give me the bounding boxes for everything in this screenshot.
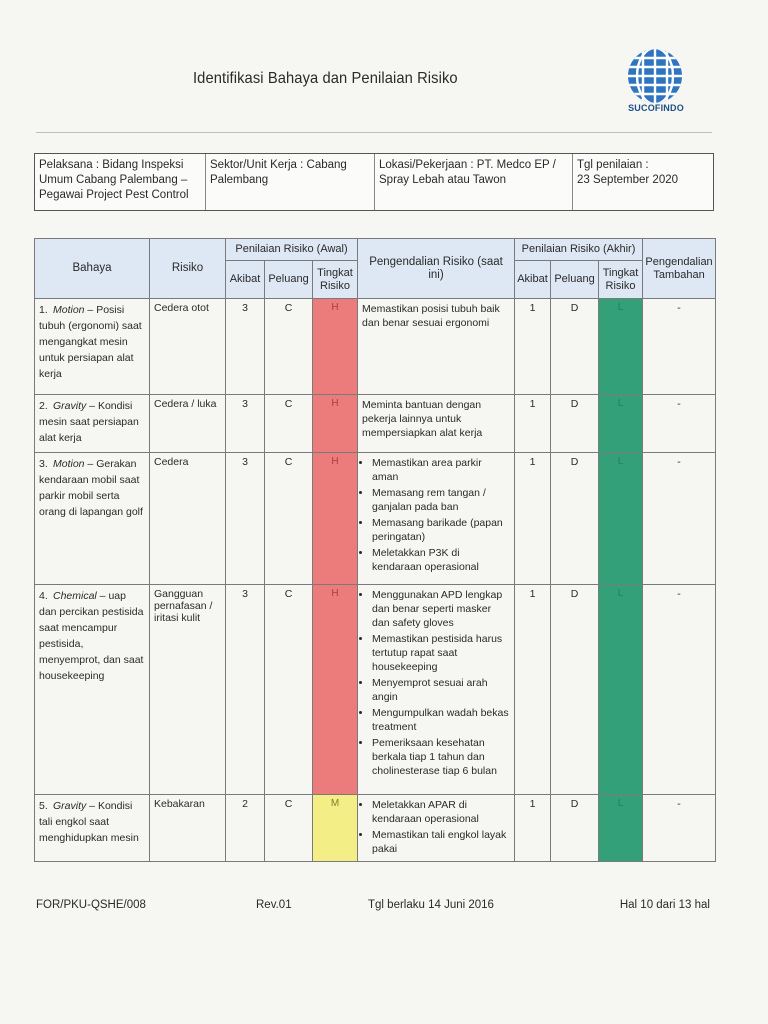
- peluang-cell: C: [265, 453, 313, 585]
- table-row: [35, 395, 716, 453]
- tingkat-risiko-cell: H: [313, 453, 358, 585]
- control-text: Meminta bantuan dengan pekerja lainnya untuk mempersiapkan alat kerja: [362, 399, 483, 439]
- control-list: [362, 798, 510, 856]
- info-box: [34, 153, 714, 211]
- list-item: • Memasang rem tangan / ganjalan pada ban: [372, 486, 510, 514]
- peluang-akhir-cell: D: [551, 453, 599, 585]
- hazard-description: – Kondisi tali engkol saat menghidupkan mesin: [39, 800, 139, 844]
- hazard-cell: [35, 585, 150, 795]
- hazard-type: Motion: [53, 304, 85, 316]
- control-cell: [358, 585, 515, 795]
- hazard-type: Motion: [53, 458, 85, 470]
- risk-table-body: [35, 299, 716, 862]
- hazard-type: Gravity: [53, 400, 87, 412]
- control-cell: [358, 395, 515, 453]
- row-number: 2.: [39, 400, 48, 412]
- header-peluang-akhir: Peluang: [551, 261, 599, 299]
- header-akibat-akhir: Akibat: [515, 261, 551, 299]
- footer-revision: Rev.01: [256, 899, 292, 911]
- header-akibat: Akibat: [226, 261, 265, 299]
- header-pengendalian-tambahan: Pengendalian Tambahan: [643, 239, 716, 299]
- row-number: 3.: [39, 458, 48, 470]
- tingkat-risiko-cell: H: [313, 585, 358, 795]
- hazard-type: Gravity: [53, 800, 87, 812]
- tgl-penilaian-field: [573, 154, 713, 210]
- tingkat-risiko-cell: H: [313, 395, 358, 453]
- hazard-cell: [35, 795, 150, 862]
- hazard-description: – uap dan percikan pestisida saat mencampur pestisida, menyemprot, dan saat housekeeping: [39, 590, 144, 682]
- list-item: • Memasang barikade (papan peringatan): [372, 516, 510, 544]
- lokasi-field: Lokasi/Pekerjaan : PT. Medco EP / Spray Lebah atau Tawon: [379, 159, 556, 186]
- header-peluang: Peluang: [265, 261, 313, 299]
- akibat-akhir-cell: 1: [515, 395, 551, 453]
- logo-text: SUCOFINDO: [628, 103, 684, 113]
- tingkat-risiko-akhir-cell: L: [599, 453, 643, 585]
- hazard-type: Chemical: [53, 590, 97, 602]
- tambahan-cell: -: [643, 585, 716, 795]
- peluang-cell: C: [265, 585, 313, 795]
- akibat-cell: 3: [226, 299, 265, 395]
- header-risiko: Risiko: [150, 239, 226, 299]
- akibat-akhir-cell: 1: [515, 299, 551, 395]
- hazard-cell: [35, 453, 150, 585]
- risk-cell: Gangguan pernafasan / iritasi kulit: [150, 585, 226, 795]
- table-row: [35, 453, 716, 585]
- control-list: [362, 456, 510, 574]
- list-item: • Memastikan tali engkol layak pakai: [372, 828, 510, 856]
- row-number: 5.: [39, 800, 48, 812]
- risk-cell: Cedera: [150, 453, 226, 585]
- tgl-value: 23 September 2020: [577, 174, 679, 186]
- tambahan-cell: -: [643, 299, 716, 395]
- tingkat-risiko-cell: M: [313, 795, 358, 862]
- hazard-description: – Kondisi mesin saat persiapan alat kerja: [39, 400, 139, 444]
- control-list: [362, 588, 510, 778]
- tambahan-cell: -: [643, 453, 716, 585]
- hazard-description: – Posisi tubuh (ergonomi) saat mengangkat mesin untuk persiapan alat kerja: [39, 304, 142, 380]
- list-item: • Menyemprot sesuai arah angin: [372, 676, 510, 704]
- list-item: • Memastikan pestisida harus tertutup rapat saat housekeeping: [372, 632, 510, 674]
- table-row: [35, 795, 716, 862]
- header-penilaian-akhir: Penilaian Risiko (Akhir): [515, 239, 643, 261]
- tingkat-risiko-akhir-cell: L: [599, 795, 643, 862]
- peluang-akhir-cell: D: [551, 299, 599, 395]
- akibat-akhir-cell: 1: [515, 795, 551, 862]
- list-item: • Mengumpulkan wadah bekas treatment: [372, 706, 510, 734]
- list-item: • Menggunakan APD lengkap dan benar seperti masker dan safety gloves: [372, 588, 510, 630]
- control-cell: [358, 453, 515, 585]
- tgl-label: Tgl penilaian :: [577, 159, 649, 171]
- control-cell: [358, 795, 515, 862]
- peluang-akhir-cell: D: [551, 395, 599, 453]
- peluang-cell: C: [265, 395, 313, 453]
- document-title: Identifikasi Bahaya dan Penilaian Risiko: [193, 70, 458, 87]
- tingkat-risiko-akhir-cell: L: [599, 299, 643, 395]
- control-cell: [358, 299, 515, 395]
- peluang-cell: C: [265, 299, 313, 395]
- sektor-field: Sektor/Unit Kerja : Cabang Palembang: [210, 159, 347, 186]
- tambahan-cell: -: [643, 395, 716, 453]
- header-tingkat-akhir: Tingkat Risiko: [599, 261, 643, 299]
- akibat-cell: 2: [226, 795, 265, 862]
- header-pengendalian: Pengendalian Risiko (saat ini): [358, 239, 515, 299]
- tingkat-risiko-akhir-cell: L: [599, 395, 643, 453]
- pelaksana-field: Pelaksana : Bidang Inspeksi Umum Cabang Palembang – Pegawai Project Pest Control: [39, 159, 189, 201]
- tingkat-risiko-akhir-cell: L: [599, 585, 643, 795]
- akibat-cell: 3: [226, 585, 265, 795]
- tambahan-cell: -: [643, 795, 716, 862]
- list-item: • Meletakkan P3K di kendaraan operasional: [372, 546, 510, 574]
- peluang-cell: C: [265, 795, 313, 862]
- hazard-description: – Gerakan kendaraan mobil saat parkir mobil serta orang di lapangan golf: [39, 458, 143, 518]
- tingkat-risiko-cell: H: [313, 299, 358, 395]
- table-row: [35, 299, 716, 395]
- header-divider: [36, 132, 712, 133]
- akibat-cell: 3: [226, 395, 265, 453]
- footer-page-number: Hal 10 dari 13 hal: [619, 899, 710, 911]
- list-item: • Meletakkan APAR di kendaraan operasional: [372, 798, 510, 826]
- header-penilaian-awal: Penilaian Risiko (Awal): [226, 239, 358, 261]
- list-item: • Memastikan area parkir aman: [372, 456, 510, 484]
- akibat-cell: 3: [226, 453, 265, 585]
- footer-tgl-berlaku: Tgl berlaku 14 Juni 2016: [368, 899, 494, 911]
- header-bahaya: Bahaya: [35, 239, 150, 299]
- list-item: • Pemeriksaan kesehatan berkala tiap 1 tahun dan cholinesterase tiap 6 bulan: [372, 736, 510, 778]
- row-number: 4.: [39, 590, 48, 602]
- risk-table: [34, 238, 716, 862]
- hazard-cell: [35, 299, 150, 395]
- footer-form-code: FOR/PKU-QSHE/008: [36, 899, 146, 911]
- risk-cell: Kebakaran: [150, 795, 226, 862]
- akibat-akhir-cell: 1: [515, 585, 551, 795]
- table-row: [35, 585, 716, 795]
- peluang-akhir-cell: D: [551, 585, 599, 795]
- risk-cell: Cedera otot: [150, 299, 226, 395]
- risk-cell: Cedera / luka: [150, 395, 226, 453]
- peluang-akhir-cell: D: [551, 795, 599, 862]
- row-number: 1.: [39, 304, 48, 316]
- akibat-akhir-cell: 1: [515, 453, 551, 585]
- hazard-cell: [35, 395, 150, 453]
- control-text: Memastikan posisi tubuh baik dan benar sesuai ergonomi: [362, 303, 500, 329]
- header-tingkat: Tingkat Risiko: [313, 261, 358, 299]
